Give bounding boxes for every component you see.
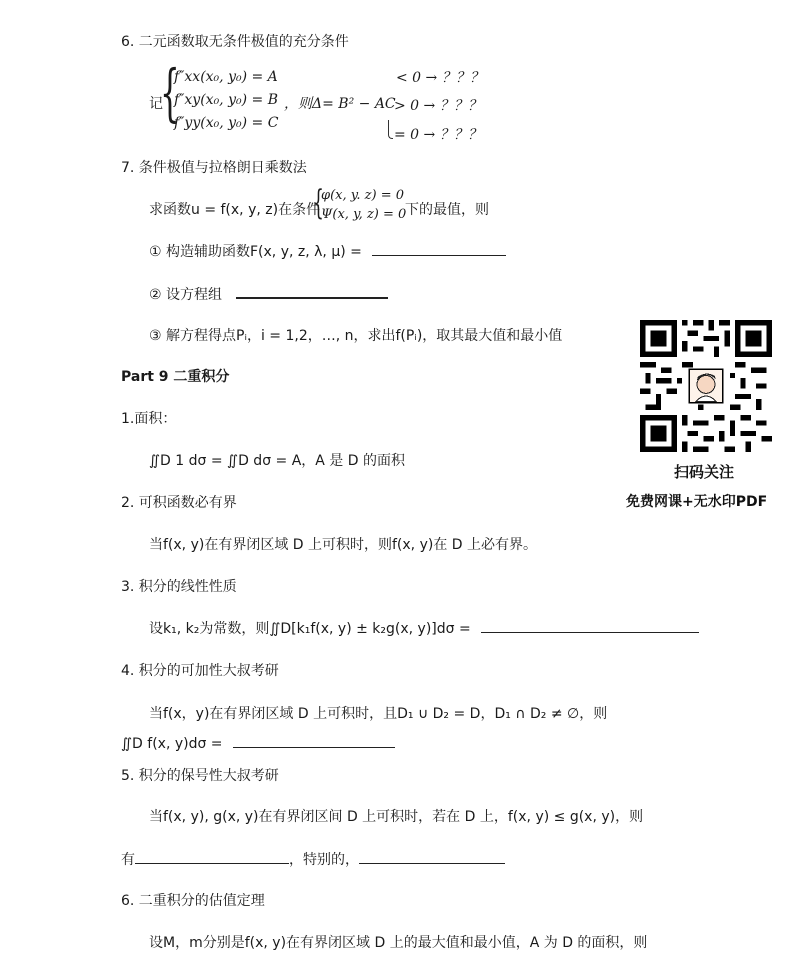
step-3: ③ 解方程得点Pᵢ，i = 1,2，…, n，求出f(Pᵢ)，取其最大值和最小值 bbox=[149, 328, 563, 344]
item-3-blank[interactable] bbox=[481, 618, 699, 633]
step-1 bbox=[149, 241, 506, 261]
item-2-title: 2. 可积函数必有界 bbox=[121, 495, 237, 511]
case-less-than-zero: < 0 → ？？？ bbox=[396, 70, 484, 86]
item-5-blank-1[interactable] bbox=[135, 849, 289, 864]
item-1-title: 1.面积： bbox=[121, 411, 177, 427]
notation-ji: 记 bbox=[149, 96, 163, 112]
section-7-title: 7. 条件极值与拉格朗日乘数法 bbox=[121, 160, 307, 176]
condition-a: f″xx(x₀, y₀) = A bbox=[174, 69, 278, 85]
lagrange-requirement-end: 下的最值，则 bbox=[405, 202, 489, 218]
section-6-title: 6. 二元函数取无条件极值的充分条件 bbox=[121, 34, 349, 50]
item-4-body: 当f(x，y)在有界闭区域 D 上可积时，且D₁ ∪ D₂ = D，D₁ ∩ D₂ ≠ ∅，则 bbox=[149, 706, 608, 722]
item-4-blank[interactable] bbox=[233, 733, 395, 748]
item-5-title: 5. 积分的保号性大叔考研 bbox=[121, 768, 279, 784]
item-5-you: 有 bbox=[121, 852, 135, 868]
lagrange-requirement: 求函数u = f(x, y, z)在条件 bbox=[149, 202, 321, 218]
case-equal-zero: = 0 → ？？？ bbox=[394, 127, 482, 143]
qr-code[interactable] bbox=[640, 320, 772, 452]
condition-phi: φ(x, y. z) = 0 bbox=[321, 188, 405, 203]
item-3-body: 设k₁, k₂为常数，则∬D[k₁f(x, y) ± k₂g(x, y)]dσ = bbox=[149, 621, 471, 637]
item-1-formula: ∬D 1 dσ = ∬D dσ = A，A 是 D 的面积 bbox=[149, 453, 405, 469]
condition-brace: { bbox=[313, 183, 324, 223]
item-4-title: 4. 积分的可加性大叔考研 bbox=[121, 663, 279, 679]
step-1-text: ① 构造辅助函数F(x, y, z, λ, μ) = bbox=[149, 244, 362, 260]
small-brace-mark bbox=[388, 120, 393, 139]
item-4-formula: ∬D f(x, y)dσ = bbox=[121, 736, 223, 752]
case-greater-than-zero: > 0 → ？？？ bbox=[394, 98, 482, 114]
condition-b: f″xy(x₀, y₀) = B bbox=[174, 92, 278, 108]
step-2-blank[interactable] bbox=[236, 283, 388, 299]
item-5-line2 bbox=[121, 849, 505, 869]
item-5-special: ，特别的， bbox=[289, 852, 359, 868]
part-9-heading: Part 9 二重积分 bbox=[121, 369, 230, 385]
condition-c: f″yy(x₀, y₀) = C bbox=[174, 115, 279, 131]
item-3-line bbox=[149, 618, 699, 638]
item-3-title: 3. 积分的线性性质 bbox=[121, 579, 237, 595]
item-6-body: 设M，m分别是f(x, y)在有界闭区域 D 上的最大值和最小值，A 为 D 的面积，则 bbox=[149, 935, 648, 951]
item-5-blank-2[interactable] bbox=[359, 849, 505, 864]
qr-caption-follow: 扫码关注 bbox=[674, 463, 735, 481]
step-2-text: ② 设方程组 bbox=[149, 287, 223, 303]
item-2-body: 当f(x, y)在有界闭区域 D 上可积时，则f(x, y)在 D 上必有界。 bbox=[149, 537, 538, 553]
condition-psi: Ψ(x, y, z) = 0 bbox=[321, 207, 407, 222]
delta-expression: ，则Δ= B² − AC bbox=[284, 96, 396, 112]
step-1-blank[interactable] bbox=[372, 241, 506, 256]
item-6-title: 6. 二重积分的估值定理 bbox=[121, 893, 265, 909]
item-5-body: 当f(x, y), g(x, y)在有界闭区间 D 上可积时，若在 D 上，f(x, y) ≤ g(x, y)，则 bbox=[149, 809, 644, 825]
step-2 bbox=[149, 283, 388, 304]
item-4-line2 bbox=[121, 733, 395, 752]
qr-caption-promo: 免费网课+无水印PDF bbox=[626, 494, 768, 510]
left-brace: { bbox=[160, 56, 180, 129]
